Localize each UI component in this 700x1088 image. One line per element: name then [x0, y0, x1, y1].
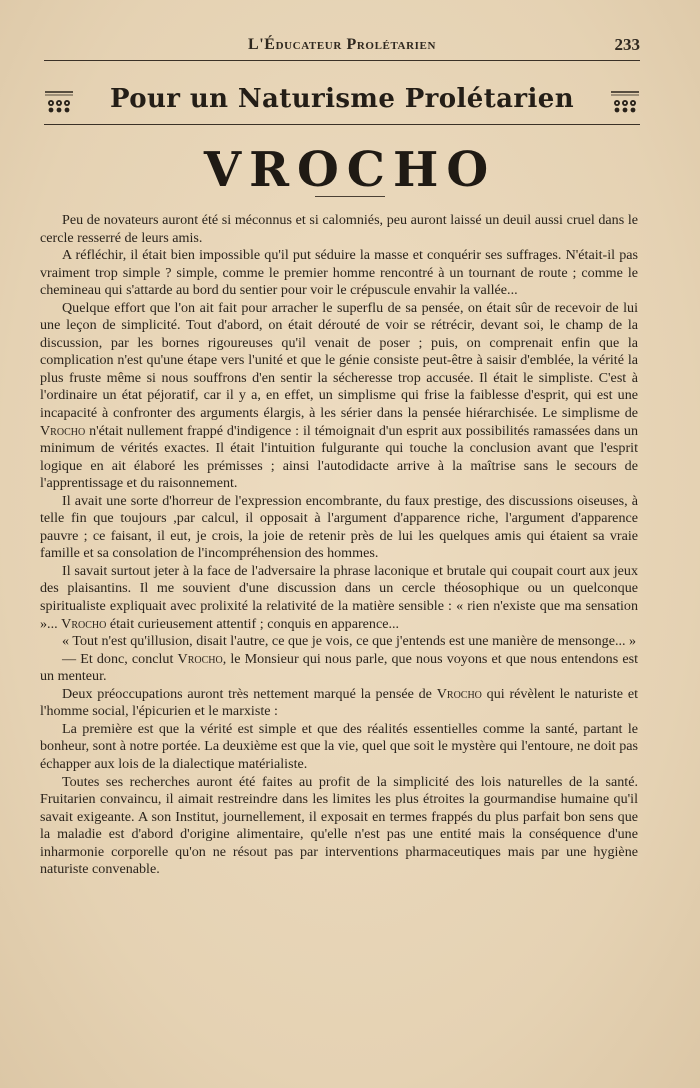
paragraph-text: n'était nullement frappé d'indigence : il témoignait d'un esprit aux possibilités ramassées dans un minimum de vérités exactes. Il était l'intuition fulgurante qui touche la conclusion avant que l'esprit logique en ait élaboré les prémisses ; ainsi l'autodidacte arrive à la maîtrise sans le secours de l'apprentissage et du raisonnement.: [40, 422, 638, 492]
paragraph-text: , le Monsieur qui nous parle, que nous voyons et que nous entendons est un menteur.: [40, 650, 638, 685]
paragraph-text: qui révèlent le naturiste et l'homme social, l'épicurien et le marxiste :: [40, 685, 638, 720]
paragraph-text: Quelque effort que l'on ait fait pour arracher le superflu de sa pensée, on était sûr de recevoir de lui une leçon de simplicité. Tout d'abord, on était dérouté de voir se rétrécir, devant soi, le champ de la discussion, par les bornes rigoureuses qu'il venait de poser ; puis, on comprenait enfin que la complication n'est qu'une étape vers l'unité et que le génie consiste peut-être à saisir d'emblée, la vérité la plus fruste même si nous souffrons d'en sentir la sécheresse trop accusée. Il était le simpliste. C'est à l'ordinaire un état péjoratif, car il y a, en effet, un simplisme qui frise la faiblesse d'esprit, qui est une incapacité à confronter des arguments élargis, à les sérier dans la pensée hiérarchisée. Le simplisme de: [40, 299, 638, 422]
paragraph: [40, 247, 638, 300]
paragraph-text: était curieusement attentif ; conquis en apparence...: [109, 615, 400, 632]
paragraph: [40, 774, 638, 879]
paragraph-text: « Tout n'est qu'illusion, disait l'autre, ce que je vois, ce que j'entends est une manière de mensonge... »: [62, 633, 637, 650]
name-small-caps: Vrocho: [61, 615, 107, 632]
section-banner: [44, 84, 640, 124]
paragraph: [40, 212, 638, 247]
paragraph-text: — Et donc, conclut: [62, 650, 174, 667]
paragraph: [40, 633, 638, 651]
title-rule: [315, 196, 385, 197]
section-banner-title: Pour un Naturisme Prolétarien: [109, 84, 575, 114]
paragraph-text: Toutes ses recherches auront été faites au profit de la simplicité des lois naturelles de la santé. Fruitarien convaincu, il aimait restreindre dans les limites les plus étroites la gourmandise humaine qu'il savait exigeante. A son Institut, journellement, il exposait en termes frappés du plus parfait bon sens que la maladie est d'abord d'origine alimentaire, qu'elle n'est pas une entité mais la conséquence d'une inharmonie corporelle qu'on ne résout pas par interventions pharmaceutiques mais par une hygiène naturiste convenable.: [40, 773, 638, 878]
name-small-caps: Vrocho: [40, 422, 86, 439]
paragraph-text: Il avait une sorte d'horreur de l'expression encombrante, du faux prestige, des discussions oiseuses, à telle fin que toujours ,par calcul, il opposait à l'argument d'apparence riche, l'argument d'apparence pauvre ; ce faisant, il eut, je crois, la joie de retenir près de lui les quelques amis qui étaient sa vraie famille et sa consolation de l'incompréhension des hommes.: [40, 492, 638, 562]
paragraph: [40, 300, 638, 493]
name-small-caps: Vrocho: [436, 685, 482, 702]
paragraph: [40, 686, 638, 721]
banner-rule: [44, 124, 640, 125]
paragraph-text: Il savait surtout jeter à la face de l'adversaire la phrase laconique et brutale qui coupait court aux jeux des plaisantins. Il me souvient d'une discussion dans un cercle théosophique ou un quelconque spiritualiste expliquait avec prolixité la relativité de la matière sensible : « rien n'existe que ma sensation »...: [40, 562, 638, 632]
article-title: VROCHO: [203, 142, 497, 198]
paragraph: [40, 651, 638, 686]
header-rule: [44, 60, 640, 61]
paragraph-text: A réfléchir, il était bien impossible qu'il put séduire la masse et conquérir ses suffrages. N'était-il pas vraiment trop simple ? simple, comme le premier homme rencontré à un tournant de route ; comme le chemineau qui s'attarde au bord du sentier pour voir le crépuscule envahir la vallée...: [40, 247, 638, 299]
running-title: L'Éducateur Prolétarien: [247, 36, 437, 53]
running-header: [44, 32, 640, 60]
paragraph-text: La première est que la vérité est simple et que des réalités essentielles comme la santé, partant le bonheur, sont à notre portée. La deuxième est que la vie, quel que soit le mystère qui l'entoure, ne doit pas échapper aux lois de la dialectique matérialiste.: [40, 720, 638, 772]
paragraph-text: Peu de novateurs auront été si méconnus et si calomniés, peu auront laissé un deuil aussi cruel dans le cercle resserré de leurs amis.: [40, 212, 638, 246]
article-body: [40, 212, 638, 879]
page-number: 233: [614, 35, 640, 54]
paragraph: [40, 563, 638, 633]
fleuron-ornament-icon: [610, 90, 640, 116]
paragraph: [40, 721, 638, 774]
paragraph: [40, 493, 638, 563]
name-small-caps: Vrocho: [177, 650, 223, 667]
paragraph-text: Deux préoccupations auront très nettement marqué la pensée de: [62, 685, 432, 702]
